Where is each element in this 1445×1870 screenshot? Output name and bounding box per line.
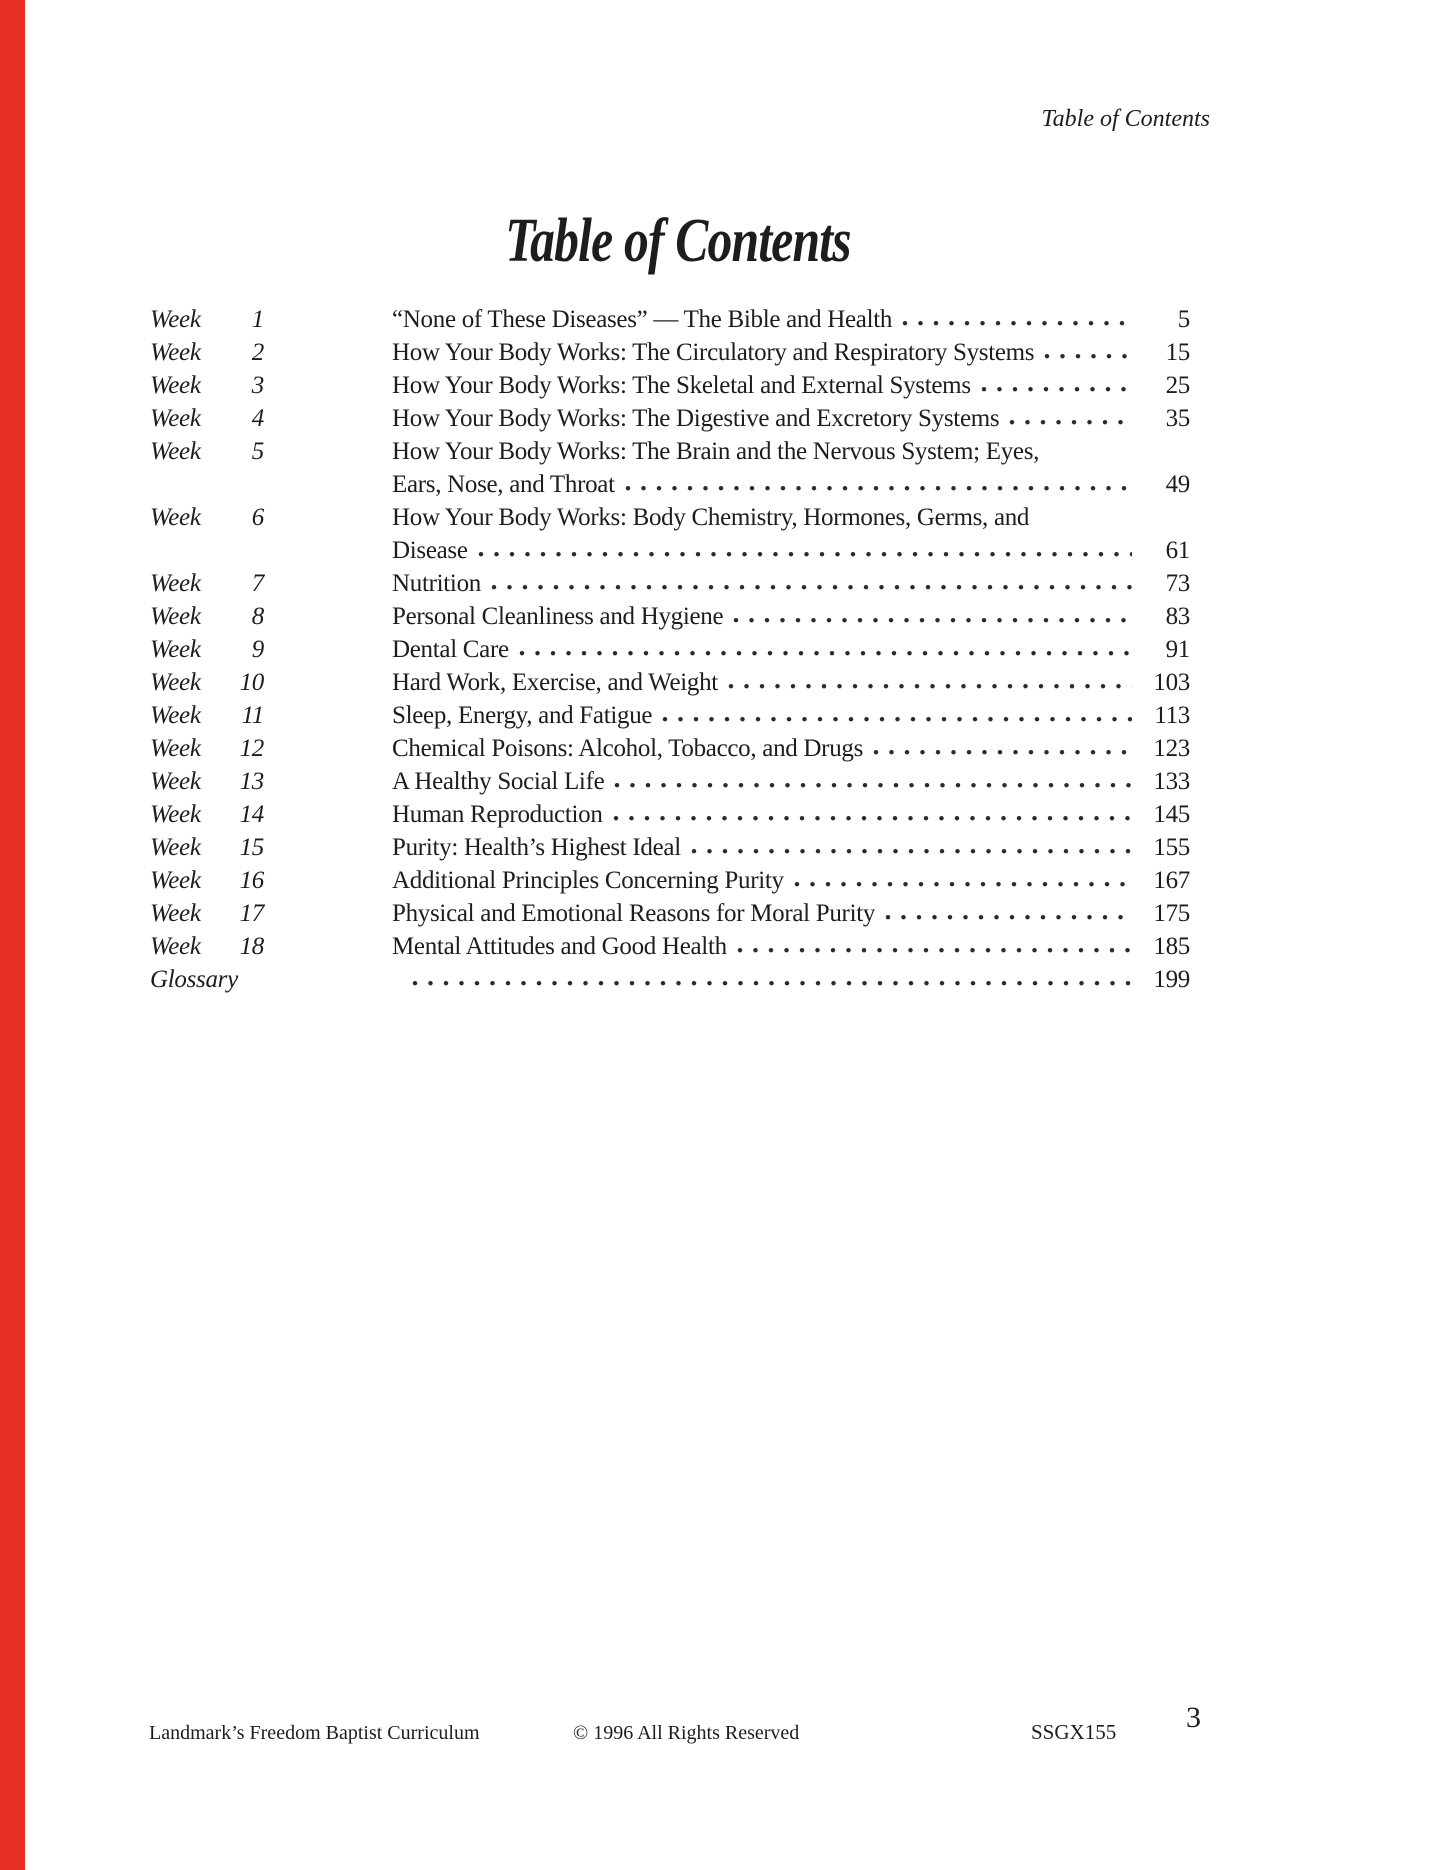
week-label: Week — [150, 603, 201, 630]
entry-title: How Your Body Works: The Digestive and Excretory Systems — [392, 405, 1000, 432]
week-number: 7 — [251, 570, 264, 597]
entry-title: Additional Principles Concerning Purity — [392, 867, 784, 894]
scan-edge-stripe — [0, 0, 25, 1870]
dot-leader — [902, 320, 1132, 327]
entry-title: Chemical Poisons: Alcohol, Tobacco, and Drugs — [392, 735, 864, 762]
footer-page-number: 3 — [1186, 1701, 1201, 1734]
glossary-label: Glossary — [150, 966, 238, 993]
entry-title: Personal Cleanliness and Hygiene — [392, 603, 724, 630]
table-of-contents — [150, 303, 1190, 996]
entry-title: A Healthy Social Life — [392, 768, 605, 795]
toc-entry — [150, 864, 1190, 897]
dot-leader — [519, 650, 1132, 657]
entry-page-number: 35 — [1165, 405, 1190, 432]
entry-title: Hard Work, Exercise, and Weight — [392, 669, 718, 696]
week-number: 4 — [251, 405, 264, 432]
entry-title: Physical and Emotional Reasons for Moral Purity — [392, 900, 876, 927]
week-label: Week — [150, 636, 201, 663]
entry-title-continued: Ears, Nose, and Throat — [392, 471, 615, 498]
entry-page-number: 167 — [1153, 867, 1190, 894]
entry-page-number: 145 — [1153, 801, 1190, 828]
week-label: Week — [150, 768, 201, 795]
entry-page-number: 49 — [1165, 471, 1190, 498]
entry-page-number: 91 — [1165, 636, 1190, 663]
week-label: Week — [150, 867, 201, 894]
toc-entry — [150, 501, 1190, 567]
dot-leader — [873, 749, 1132, 756]
dot-leader — [691, 848, 1132, 855]
toc-entry — [150, 699, 1190, 732]
toc-entry — [150, 303, 1190, 336]
week-number: 10 — [239, 669, 264, 696]
toc-entry — [150, 336, 1190, 369]
dot-leader — [794, 881, 1132, 888]
dot-leader — [1009, 419, 1132, 426]
week-number: 11 — [241, 702, 264, 729]
dot-leader — [412, 980, 1132, 987]
dot-leader — [981, 386, 1132, 393]
week-number: 15 — [239, 834, 264, 861]
week-number: 13 — [239, 768, 264, 795]
dot-leader — [737, 947, 1132, 954]
entry-title: How Your Body Works: The Circulatory and Respiratory Systems — [392, 339, 1035, 366]
week-label: Week — [150, 405, 201, 432]
week-number: 5 — [251, 438, 264, 465]
dot-leader — [733, 617, 1132, 624]
toc-entry-glossary — [150, 963, 1190, 996]
entry-page-number: 73 — [1165, 570, 1190, 597]
footer-publisher: Landmark’s Freedom Baptist Curriculum — [149, 1722, 480, 1744]
entry-page-number: 155 — [1153, 834, 1190, 861]
entry-page-number: 123 — [1153, 735, 1190, 762]
page-title: Table of Contents — [505, 207, 851, 275]
entry-title: Mental Attitudes and Good Health — [392, 933, 727, 960]
week-label: Week — [150, 372, 201, 399]
week-number: 14 — [239, 801, 264, 828]
entry-title: Sleep, Energy, and Fatigue — [392, 702, 653, 729]
toc-entry — [150, 765, 1190, 798]
toc-entry — [150, 732, 1190, 765]
week-label: Week — [150, 801, 201, 828]
toc-entry — [150, 897, 1190, 930]
week-number: 2 — [251, 339, 264, 366]
entry-page-number: 133 — [1153, 768, 1190, 795]
toc-entry — [150, 402, 1190, 435]
entry-title: Nutrition — [392, 570, 481, 597]
entry-page-number: 83 — [1165, 603, 1190, 630]
entry-page-number: 113 — [1154, 702, 1190, 729]
dot-leader — [728, 683, 1132, 690]
week-number: 17 — [239, 900, 264, 927]
toc-entry — [150, 600, 1190, 633]
entry-page-number: 15 — [1165, 339, 1190, 366]
entry-title: Human Reproduction — [392, 801, 603, 828]
week-number: 9 — [251, 636, 264, 663]
toc-entry-line2 — [150, 468, 1190, 501]
week-label: Week — [150, 438, 201, 465]
dot-leader — [614, 782, 1132, 789]
toc-entry-line2 — [150, 534, 1190, 567]
footer-code: SSGX155 — [1031, 1720, 1117, 1744]
week-number: 3 — [251, 372, 264, 399]
week-number: 16 — [239, 867, 264, 894]
week-label: Week — [150, 735, 201, 762]
week-number: 18 — [239, 933, 264, 960]
week-label: Week — [150, 702, 201, 729]
week-number: 8 — [251, 603, 264, 630]
week-label: Week — [150, 339, 201, 366]
toc-entry — [150, 930, 1190, 963]
entry-page-number: 61 — [1165, 537, 1190, 564]
toc-entry — [150, 369, 1190, 402]
toc-entry — [150, 831, 1190, 864]
week-label: Week — [150, 570, 201, 597]
running-header: Table of Contents — [1041, 106, 1210, 132]
page-title-wrap — [0, 206, 1356, 277]
dot-leader — [613, 815, 1132, 822]
entry-page-number: 25 — [1165, 372, 1190, 399]
entry-title: How Your Body Works: The Skeletal and External Systems — [392, 372, 971, 399]
entry-title: How Your Body Works: The Brain and the Nervous System; Eyes, — [392, 438, 1040, 465]
footer-copyright: © 1996 All Rights Reserved — [573, 1722, 800, 1744]
dot-leader — [885, 914, 1132, 921]
entry-title-continued: Disease — [392, 537, 468, 564]
dot-leader — [1044, 353, 1132, 360]
entry-page-number: 175 — [1153, 900, 1190, 927]
entry-title: Dental Care — [392, 636, 509, 663]
toc-entry — [150, 633, 1190, 666]
dot-leader — [478, 551, 1132, 558]
toc-entry — [150, 798, 1190, 831]
entry-title: How Your Body Works: Body Chemistry, Hormones, Germs, and — [392, 504, 1030, 531]
entry-page-number: 5 — [1177, 306, 1190, 333]
dot-leader — [662, 716, 1132, 723]
week-label: Week — [150, 306, 201, 333]
toc-entry — [150, 435, 1190, 501]
toc-entry — [150, 567, 1190, 600]
toc-entry-line1 — [150, 435, 1190, 468]
week-number: 12 — [239, 735, 264, 762]
week-number: 6 — [251, 504, 264, 531]
entry-page-number: 103 — [1153, 669, 1190, 696]
week-label: Week — [150, 900, 201, 927]
week-label: Week — [150, 933, 201, 960]
week-label: Week — [150, 504, 201, 531]
entry-title: “None of These Diseases” — The Bible and Health — [392, 306, 893, 333]
entry-page-number: 185 — [1153, 933, 1190, 960]
week-label: Week — [150, 669, 201, 696]
week-label: Week — [150, 834, 201, 861]
entry-title: Purity: Health’s Highest Ideal — [392, 834, 681, 861]
entry-page-number: 199 — [1153, 966, 1190, 993]
week-number: 1 — [251, 306, 264, 333]
toc-entry-line1 — [150, 501, 1190, 534]
toc-entry — [150, 666, 1190, 699]
dot-leader — [625, 485, 1132, 492]
dot-leader — [491, 584, 1132, 591]
